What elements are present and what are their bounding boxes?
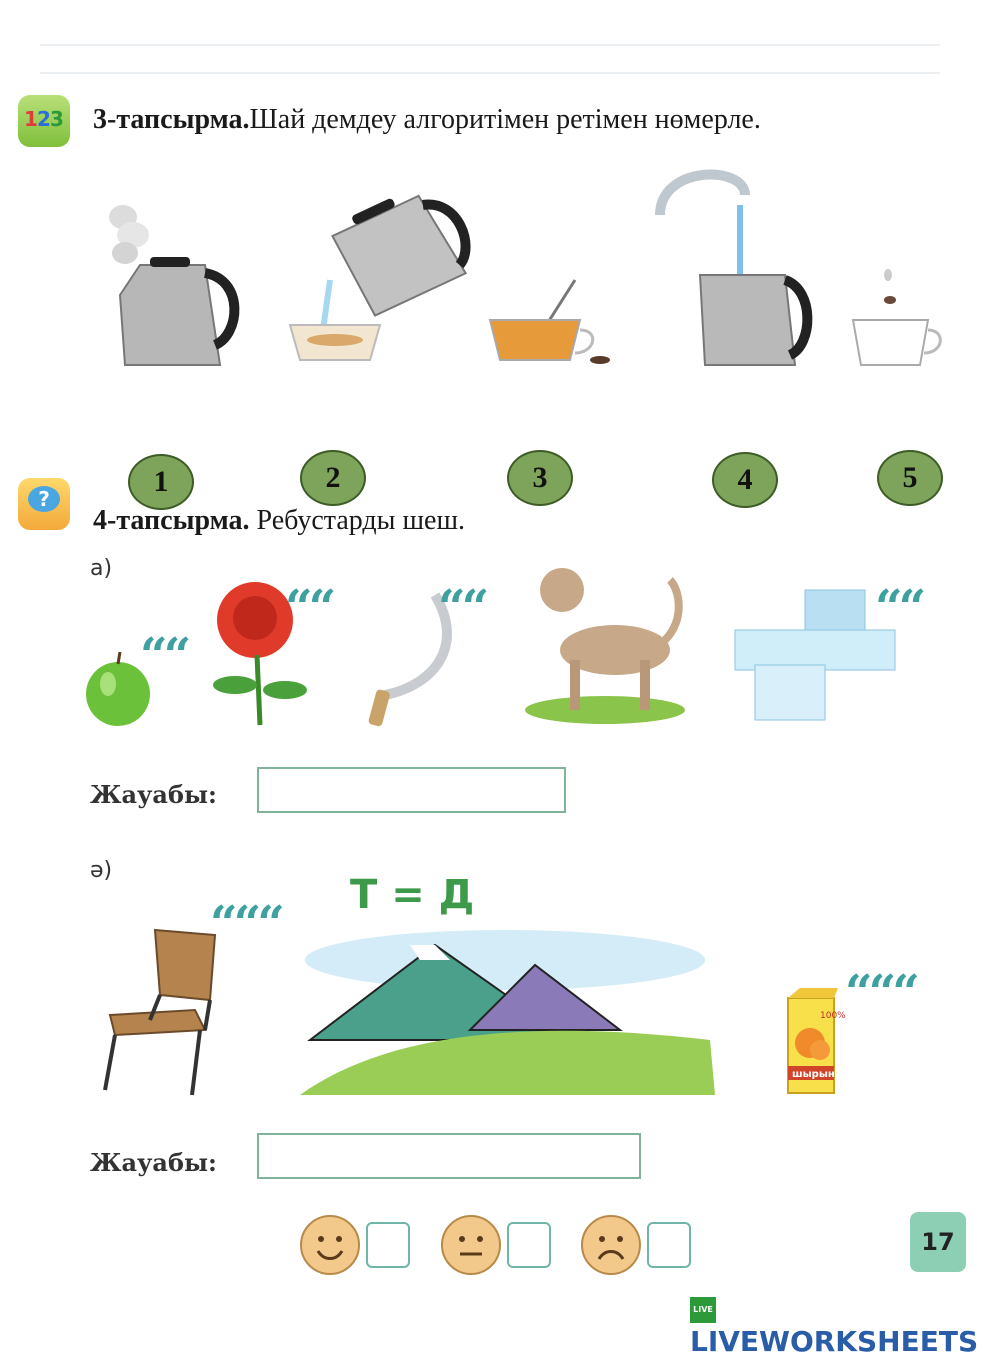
page-number: 17 [910, 1212, 966, 1272]
quote-mark: “““ [210, 896, 281, 952]
answer-input-a[interactable] [257, 767, 566, 813]
quote-mark: ““ [875, 580, 923, 636]
part-a-letter: а) [90, 556, 113, 581]
number-label-5[interactable]: 5 [877, 450, 943, 506]
cup-with-tea-image [485, 275, 615, 375]
task3-title: 3-тапсырма.Шай демдеу алгоритімен ретімен нөмерле. [93, 104, 761, 135]
answer-input-b[interactable] [257, 1133, 641, 1179]
kettle-steam-image [95, 195, 235, 375]
quote-mark: ““ [140, 628, 188, 684]
happy-checkbox[interactable] [366, 1222, 410, 1268]
bleed-through-line [40, 72, 940, 74]
quote-mark: ““ [438, 580, 486, 636]
answer-label-b: Жауабы: [90, 1148, 217, 1177]
answer-label-a: Жауабы: [90, 780, 217, 809]
dog-image [520, 560, 695, 725]
kettle-pouring-image [285, 180, 465, 375]
liveworksheets-logo: LIVELIVEWORKSHEETS [690, 1292, 1000, 1358]
empty-cup-image [848, 265, 948, 375]
chair-image [100, 920, 225, 1100]
sad-face-icon [581, 1215, 641, 1275]
letter-rule: Т = Д [350, 872, 475, 918]
numbers-badge-icon: 1 2 3 [18, 95, 70, 147]
kettle-under-tap-image [655, 165, 815, 370]
number-label-4[interactable]: 4 [712, 452, 778, 508]
quote-mark: “““ [845, 965, 916, 1021]
part-b-letter: ә) [90, 858, 113, 883]
neutral-checkbox[interactable] [507, 1222, 551, 1268]
bleed-through-line [40, 44, 940, 46]
quote-mark: ““ [285, 580, 333, 636]
number-label-3[interactable]: 3 [507, 450, 573, 506]
juice-percent: 100% [820, 1011, 846, 1021]
sad-checkbox[interactable] [647, 1222, 691, 1268]
number-label-1[interactable]: 1 [128, 454, 194, 510]
number-label-2[interactable]: 2 [300, 450, 366, 506]
neutral-face-icon [441, 1215, 501, 1275]
top-margin [0, 0, 1000, 36]
task4-title: 4-тапсырма. Ребустарды шеш. [93, 505, 465, 536]
happy-face-icon [300, 1215, 360, 1275]
juice-label: шырын [792, 1069, 835, 1080]
question-badge-icon: ? [18, 478, 70, 530]
juice-box-image [780, 988, 846, 1096]
mountains-image [290, 920, 720, 1100]
